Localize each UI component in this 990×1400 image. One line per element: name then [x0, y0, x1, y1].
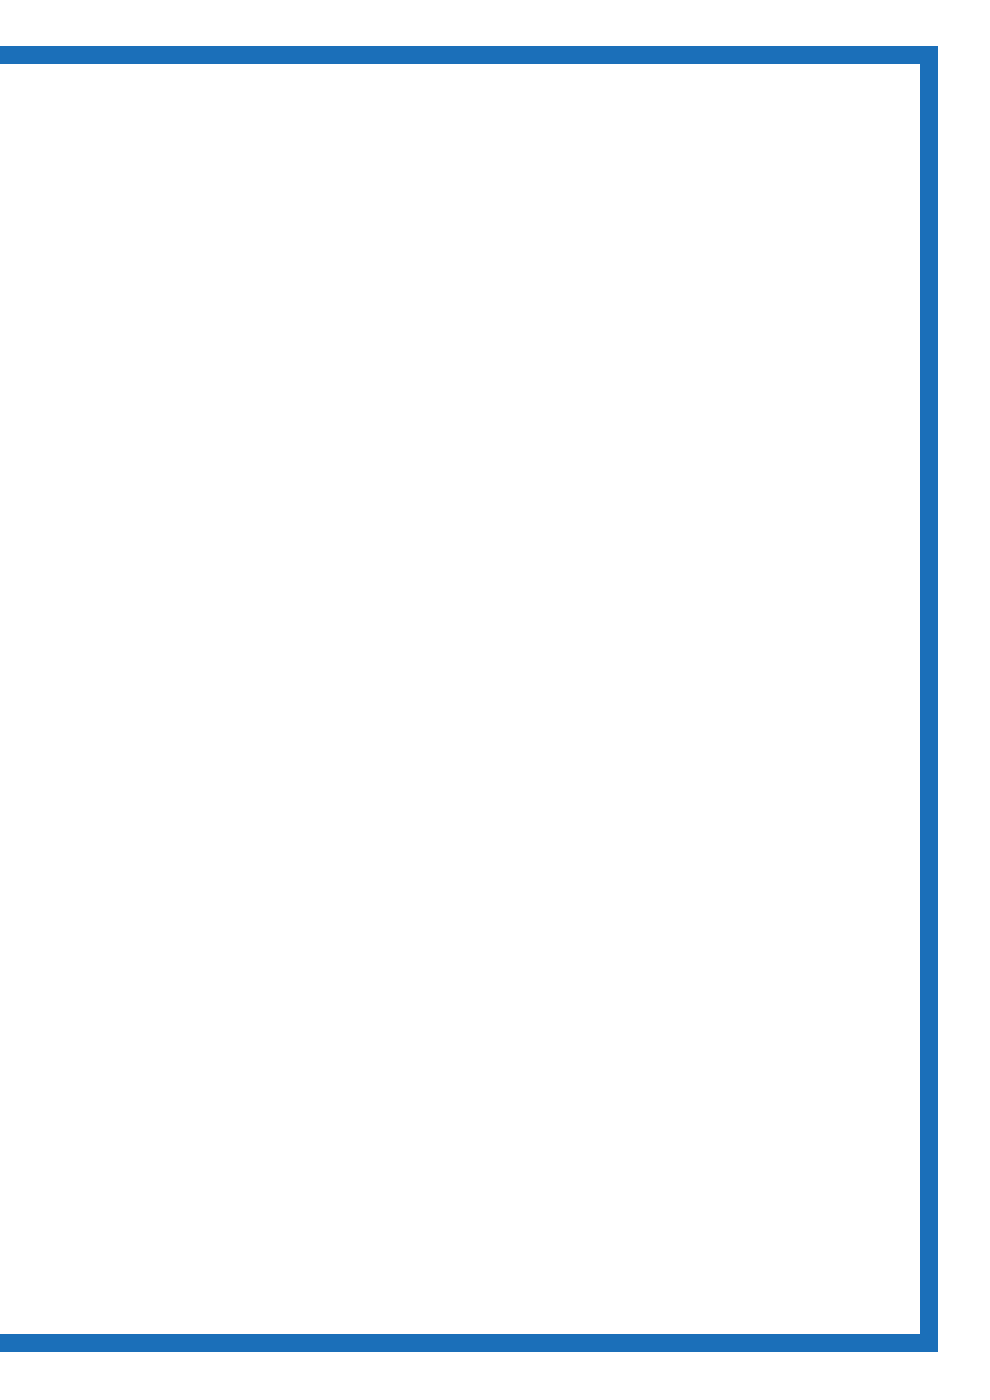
frame-bottom-bar — [0, 1334, 938, 1352]
frame-top-bar — [0, 46, 938, 64]
frame-right-bar — [920, 46, 938, 1352]
